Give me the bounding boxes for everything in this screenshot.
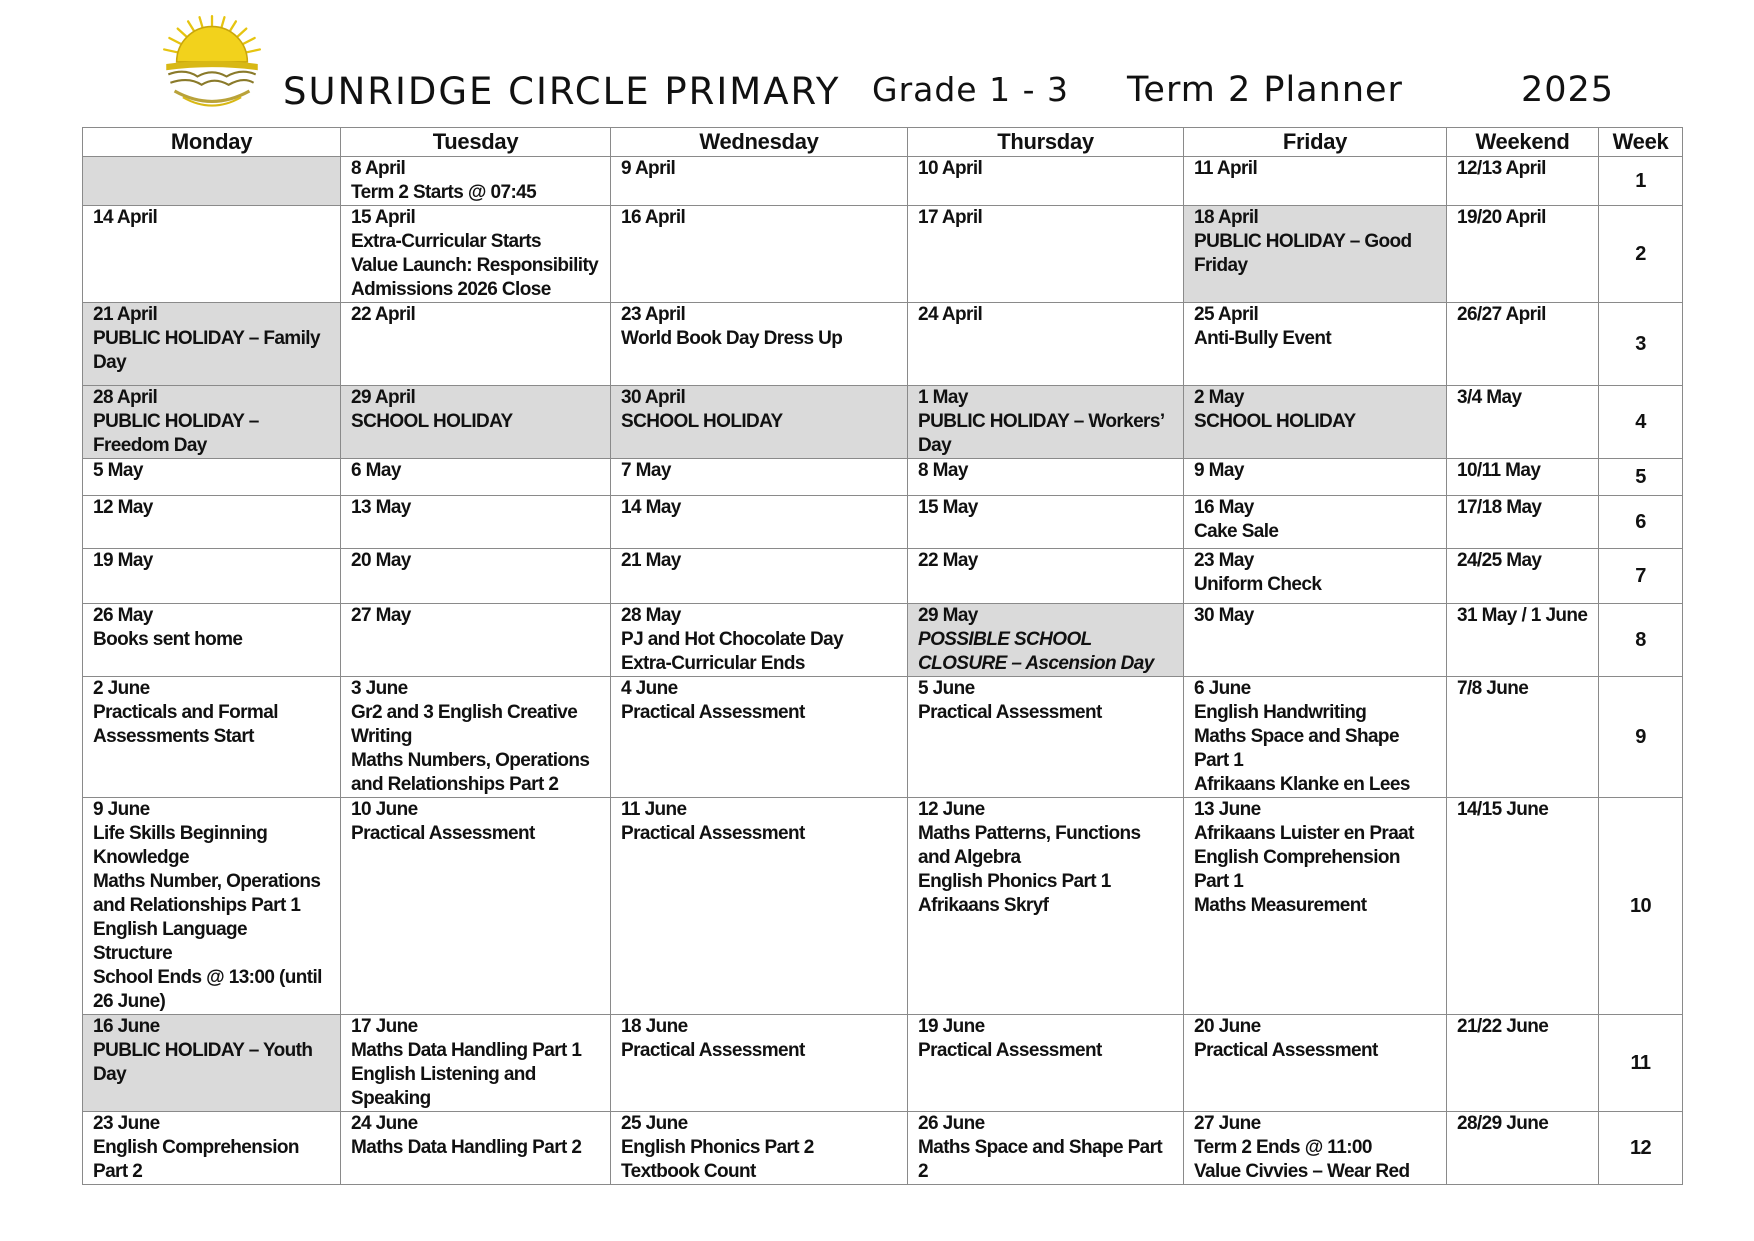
day-date: 6 June — [1194, 678, 1251, 699]
day-date: 16 May — [1194, 497, 1254, 518]
day-cell-thursday — [908, 303, 1184, 386]
day-date: 25 June — [621, 1113, 688, 1134]
day-event: Extra-Curricular Starts — [351, 231, 541, 252]
day-cell-weekend — [1447, 386, 1599, 459]
day-cell-wednesday — [611, 604, 908, 677]
week-row — [83, 496, 1683, 549]
day-event: PUBLIC HOLIDAY – Freedom Day — [93, 411, 259, 456]
day-cell-thursday — [908, 798, 1184, 1015]
day-date: 23 May — [1194, 550, 1254, 571]
day-date: 19/20 April — [1457, 207, 1546, 228]
col-header-weekend: Weekend — [1447, 128, 1599, 157]
day-event: SCHOOL HOLIDAY — [621, 411, 783, 432]
day-cell-tuesday — [341, 496, 611, 549]
day-date: 5 June — [918, 678, 975, 699]
day-event: Maths Space and Shape Part 2 — [918, 1137, 1163, 1182]
day-event: Maths Patterns, Functions and Algebra — [918, 823, 1141, 868]
day-event: Cake Sale — [1194, 521, 1279, 542]
day-cell-wednesday — [611, 798, 908, 1015]
day-event: Admissions 2026 Close — [351, 279, 551, 300]
day-event: Books sent home — [93, 629, 243, 650]
day-date: 6 May — [351, 460, 401, 481]
day-cell-tuesday — [341, 677, 611, 798]
school-crest-logo — [160, 12, 264, 116]
day-date: 16 April — [621, 207, 686, 228]
day-cell-thursday — [908, 157, 1184, 206]
day-date: 1 May — [918, 387, 968, 408]
day-event: English Handwriting — [1194, 702, 1367, 723]
day-date: 26 June — [918, 1113, 985, 1134]
day-event: PUBLIC HOLIDAY – Youth Day — [93, 1040, 313, 1085]
day-cell-friday — [1184, 549, 1447, 604]
day-date: 7/8 June — [1457, 678, 1529, 699]
day-date: 18 April — [1194, 207, 1259, 228]
week-row — [83, 1112, 1683, 1185]
day-date: 17 June — [351, 1016, 418, 1037]
day-date: 9 June — [93, 799, 150, 820]
col-header-friday: Friday — [1184, 128, 1447, 157]
day-date: 7 May — [621, 460, 671, 481]
day-date: 25 April — [1194, 304, 1259, 325]
day-date: 14/15 June — [1457, 799, 1549, 820]
day-cell-weekend — [1447, 677, 1599, 798]
day-cell-wednesday — [611, 677, 908, 798]
day-cell-weekend — [1447, 1015, 1599, 1112]
week-number: 8 — [1599, 604, 1683, 677]
day-event: Afrikaans Klanke en Lees — [1194, 774, 1410, 795]
day-event: Practical Assessment — [621, 702, 805, 723]
day-date: 2 June — [93, 678, 150, 699]
day-cell-weekend — [1447, 549, 1599, 604]
term-planner-table — [82, 127, 1683, 1185]
day-event: PJ and Hot Chocolate Day — [621, 629, 844, 650]
day-cell-tuesday — [341, 1015, 611, 1112]
day-date: 20 May — [351, 550, 411, 571]
day-event: Afrikaans Skryf — [918, 895, 1049, 916]
day-cell-weekend — [1447, 459, 1599, 496]
day-date: 24/25 May — [1457, 550, 1542, 571]
day-event: Extra-Curricular Ends — [621, 653, 805, 674]
day-cell-tuesday — [341, 1112, 611, 1185]
day-cell-thursday — [908, 677, 1184, 798]
day-event: School Ends @ 13:00 (until 26 June) — [93, 967, 322, 1012]
school-name: SUNRIDGE CIRCLE PRIMARY — [283, 70, 841, 113]
day-cell-monday — [83, 1015, 341, 1112]
day-event: Practicals and Formal Assessments Start — [93, 702, 278, 747]
day-date: 22 April — [351, 304, 416, 325]
day-cell-wednesday — [611, 386, 908, 459]
day-date: 24 April — [918, 304, 983, 325]
week-number: 5 — [1599, 459, 1683, 496]
day-date: 8 April — [351, 158, 406, 179]
day-date: 4 June — [621, 678, 678, 699]
col-header-wednesday: Wednesday — [611, 128, 908, 157]
day-event: Practical Assessment — [621, 1040, 805, 1061]
day-cell-wednesday — [611, 303, 908, 386]
day-date: 19 May — [93, 550, 153, 571]
day-cell-thursday — [908, 1015, 1184, 1112]
week-row — [83, 386, 1683, 459]
day-event: Maths Space and Shape Part 1 — [1194, 726, 1399, 771]
day-cell-friday — [1184, 459, 1447, 496]
day-cell-thursday — [908, 206, 1184, 303]
day-event: English Phonics Part 2 — [621, 1137, 814, 1158]
day-event: Term 2 Starts @ 07:45 — [351, 182, 537, 203]
week-number: 12 — [1599, 1112, 1683, 1185]
day-cell-weekend — [1447, 496, 1599, 549]
day-cell-friday — [1184, 303, 1447, 386]
day-date: 2 May — [1194, 387, 1244, 408]
day-date: 26 May — [93, 605, 153, 626]
day-event: Maths Measurement — [1194, 895, 1367, 916]
day-cell-weekend — [1447, 206, 1599, 303]
day-date: 10 April — [918, 158, 983, 179]
day-cell-tuesday — [341, 549, 611, 604]
day-cell-tuesday — [341, 303, 611, 386]
week-row — [83, 677, 1683, 798]
week-row — [83, 549, 1683, 604]
day-date: 16 June — [93, 1016, 160, 1037]
day-event: Maths Data Handling Part 2 — [351, 1137, 582, 1158]
day-cell-thursday — [908, 496, 1184, 549]
day-date: 12/13 April — [1457, 158, 1546, 179]
day-cell-friday — [1184, 386, 1447, 459]
day-date: 10 June — [351, 799, 418, 820]
day-event: Maths Data Handling Part 1 — [351, 1040, 582, 1061]
day-event: English Comprehension Part 2 — [93, 1137, 299, 1182]
day-cell-weekend — [1447, 157, 1599, 206]
col-header-week: Week — [1599, 128, 1683, 157]
week-number: 3 — [1599, 303, 1683, 386]
day-event: Anti-Bully Event — [1194, 328, 1332, 349]
term-title: Term 2 Planner — [1127, 70, 1403, 110]
day-event: Practical Assessment — [621, 823, 805, 844]
day-date: 31 May / 1 June — [1457, 605, 1588, 626]
day-date: 9 April — [621, 158, 676, 179]
day-date: 10/11 May — [1457, 460, 1541, 481]
day-cell-thursday — [908, 604, 1184, 677]
day-cell-wednesday — [611, 459, 908, 496]
week-row — [83, 303, 1683, 386]
day-date: 5 May — [93, 460, 143, 481]
day-event: Maths Number, Operations and Relationships Part 1 — [93, 871, 321, 916]
day-cell-thursday — [908, 459, 1184, 496]
day-event: Life Skills Beginning Knowledge — [93, 823, 268, 868]
week-row — [83, 157, 1683, 206]
day-cell-monday — [83, 604, 341, 677]
day-cell-weekend — [1447, 604, 1599, 677]
week-row — [83, 798, 1683, 1015]
day-date: 12 May — [93, 497, 153, 518]
week-number: 2 — [1599, 206, 1683, 303]
day-cell-thursday — [908, 549, 1184, 604]
day-cell-weekend — [1447, 303, 1599, 386]
day-event: English Phonics Part 1 — [918, 871, 1111, 892]
day-date: 3/4 May — [1457, 387, 1522, 408]
day-event: English Comprehension Part 1 — [1194, 847, 1400, 892]
day-cell-wednesday — [611, 496, 908, 549]
day-date: 14 May — [621, 497, 681, 518]
week-number: 10 — [1599, 798, 1683, 1015]
year-label: 2025 — [1521, 70, 1615, 110]
day-event: Practical Assessment — [918, 1040, 1102, 1061]
day-date: 30 April — [621, 387, 686, 408]
day-date: 20 June — [1194, 1016, 1261, 1037]
week-number: 1 — [1599, 157, 1683, 206]
day-event: SCHOOL HOLIDAY — [351, 411, 513, 432]
day-event: POSSIBLE SCHOOL CLOSURE – Ascension Day — [918, 629, 1154, 674]
day-cell-wednesday — [611, 206, 908, 303]
day-date: 18 June — [621, 1016, 688, 1037]
day-cell-wednesday — [611, 549, 908, 604]
day-cell-tuesday — [341, 798, 611, 1015]
day-event: Maths Numbers, Operations and Relationships Part 2 — [351, 750, 590, 795]
day-event: PUBLIC HOLIDAY – Family Day — [93, 328, 320, 373]
day-event: English Language Structure — [93, 919, 248, 964]
day-event: English Listening and Speaking — [351, 1064, 536, 1109]
week-number: 7 — [1599, 549, 1683, 604]
day-date: 30 May — [1194, 605, 1254, 626]
day-cell-tuesday — [341, 157, 611, 206]
day-date: 28 April — [93, 387, 158, 408]
day-cell-thursday — [908, 1112, 1184, 1185]
day-cell-friday — [1184, 1112, 1447, 1185]
day-date: 26/27 April — [1457, 304, 1546, 325]
day-date: 17 April — [918, 207, 983, 228]
day-cell-monday — [83, 549, 341, 604]
header-row — [83, 128, 1683, 157]
day-cell-wednesday — [611, 157, 908, 206]
day-date: 8 May — [918, 460, 968, 481]
col-header-monday: Monday — [83, 128, 341, 157]
day-date: 13 June — [1194, 799, 1261, 820]
day-cell-wednesday — [611, 1112, 908, 1185]
day-cell-friday — [1184, 157, 1447, 206]
day-event: SCHOOL HOLIDAY — [1194, 411, 1356, 432]
day-cell-friday — [1184, 798, 1447, 1015]
day-cell-weekend — [1447, 798, 1599, 1015]
day-date: 27 June — [1194, 1113, 1261, 1134]
day-cell-friday — [1184, 1015, 1447, 1112]
day-date: 23 April — [621, 304, 686, 325]
day-cell-monday — [83, 303, 341, 386]
day-cell-monday — [83, 157, 341, 206]
day-date: 14 April — [93, 207, 158, 228]
day-event: Practical Assessment — [918, 702, 1102, 723]
day-date: 21 April — [93, 304, 158, 325]
day-cell-tuesday — [341, 386, 611, 459]
day-event: Term 2 Ends @ 11:00 — [1194, 1137, 1372, 1158]
day-date: 12 June — [918, 799, 985, 820]
day-date: 22 May — [918, 550, 978, 571]
day-cell-monday — [83, 1112, 341, 1185]
day-date: 28/29 June — [1457, 1113, 1549, 1134]
week-row — [83, 604, 1683, 677]
day-cell-tuesday — [341, 459, 611, 496]
day-cell-tuesday — [341, 206, 611, 303]
day-cell-friday — [1184, 496, 1447, 549]
grade-label: Grade 1 - 3 — [872, 70, 1069, 109]
day-cell-thursday — [908, 386, 1184, 459]
day-date: 23 June — [93, 1113, 160, 1134]
day-date: 3 June — [351, 678, 408, 699]
day-date: 13 May — [351, 497, 411, 518]
day-date: 9 May — [1194, 460, 1244, 481]
day-event: Afrikaans Luister en Praat — [1194, 823, 1414, 844]
week-number: 6 — [1599, 496, 1683, 549]
day-date: 21/22 June — [1457, 1016, 1549, 1037]
day-date: 11 April — [1194, 158, 1258, 179]
day-event: Practical Assessment — [351, 823, 535, 844]
day-date: 28 May — [621, 605, 681, 626]
week-number: 4 — [1599, 386, 1683, 459]
day-date: 11 June — [621, 799, 687, 820]
day-date: 15 May — [918, 497, 978, 518]
day-cell-friday — [1184, 677, 1447, 798]
week-number: 9 — [1599, 677, 1683, 798]
day-date: 15 April — [351, 207, 416, 228]
day-event: Textbook Count — [621, 1161, 756, 1182]
day-cell-monday — [83, 496, 341, 549]
day-cell-tuesday — [341, 604, 611, 677]
week-row — [83, 1015, 1683, 1112]
day-cell-friday — [1184, 604, 1447, 677]
day-cell-friday — [1184, 206, 1447, 303]
day-event: Value Civvies – Wear Red — [1194, 1161, 1410, 1182]
day-date: 29 May — [918, 605, 978, 626]
day-date: 17/18 May — [1457, 497, 1542, 518]
week-number: 11 — [1599, 1015, 1683, 1112]
col-header-tuesday: Tuesday — [341, 128, 611, 157]
col-header-thursday: Thursday — [908, 128, 1184, 157]
week-row — [83, 459, 1683, 496]
day-date: 24 June — [351, 1113, 418, 1134]
day-cell-monday — [83, 206, 341, 303]
day-date: 29 April — [351, 387, 416, 408]
week-row — [83, 206, 1683, 303]
day-event: World Book Day Dress Up — [621, 328, 843, 349]
day-event: PUBLIC HOLIDAY – Workers’ Day — [918, 411, 1164, 456]
day-event: Value Launch: Responsibility — [351, 255, 599, 276]
day-cell-wednesday — [611, 1015, 908, 1112]
day-date: 27 May — [351, 605, 411, 626]
day-date: 19 June — [918, 1016, 985, 1037]
day-cell-monday — [83, 459, 341, 496]
day-event: Practical Assessment — [1194, 1040, 1378, 1061]
day-date: 21 May — [621, 550, 681, 571]
day-cell-weekend — [1447, 1112, 1599, 1185]
day-event: Uniform Check — [1194, 574, 1322, 595]
day-event: Gr2 and 3 English Creative Writing — [351, 702, 578, 747]
day-cell-monday — [83, 798, 341, 1015]
day-event: PUBLIC HOLIDAY – Good Friday — [1194, 231, 1412, 276]
day-cell-monday — [83, 677, 341, 798]
day-cell-monday — [83, 386, 341, 459]
